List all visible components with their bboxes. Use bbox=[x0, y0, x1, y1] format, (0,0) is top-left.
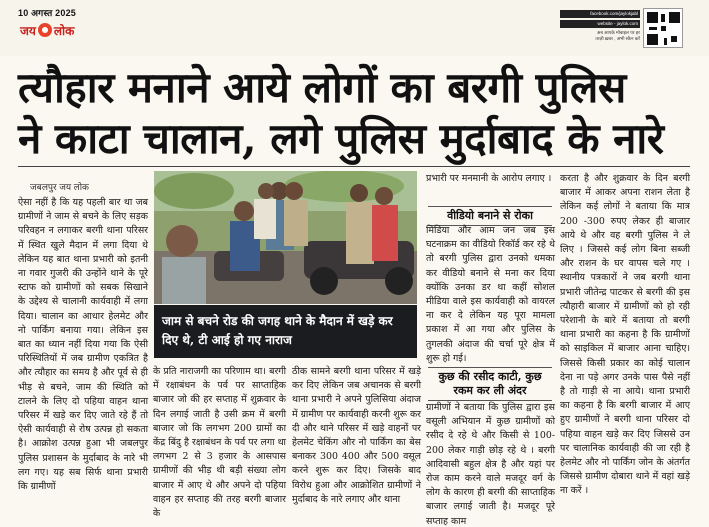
promo-website: website - jaylok.com bbox=[560, 20, 640, 28]
headline-line-1: त्यौहार मनाने आये लोगों का बरगी पुलिस bbox=[18, 63, 626, 112]
photo-illustration bbox=[154, 171, 417, 304]
article-column-4-top: प्रभारी पर मनमानी के आरोप लगाए । bbox=[426, 173, 552, 184]
article-column-4-bottom: ग्रामीणों ने बताया कि पुलिस द्वारा इस वसूली अभियान में कुछ ग्रामीणों को रसीद दे रहे थे और किसी से 100- 200 लेकर गाड़ी छोड़ रहे थे । बरगी आदिवासी बहुल क्षेत्र है और यहां पर रोज काम करने वाले मजदूर वर्ग के लोग के कारण ही बरगी की साप्ताहिक बाजार लगाई जाती है। मजदूर पूरे सप्ताह काम bbox=[426, 402, 555, 527]
qr-code-icon[interactable] bbox=[643, 8, 683, 48]
newspaper-logo[interactable] bbox=[20, 19, 74, 41]
subheading-video: वीडियो बनाने से रोका bbox=[428, 206, 552, 226]
logo-text-jay: जय bbox=[20, 23, 36, 38]
article-column-2: के प्रति नाराजगी का परिणाम था। बरगी में रक्षाबंधन के पर्व पर साप्ताहिक बाजार जो की हर सप्ताह में शुक्रवार के दिन लगाई जाती है उसी क्रम में बरगी बाजार जो कि लगभग 200 ग्रामों का केंद्र बिंदु है रक्षाबंधन के पर्व पर लगा था लगभग 2 से 3 हजार के आसपास ग्रामीणों की भीड़ थी बड़ी संख्या लोग बाजार में आए थे और अपने दो पहिया वाहन हर सप्ताह की तरह बरगी बाजार के bbox=[153, 366, 286, 520]
promo-text-1: अब आपके मोबाइल पर हर bbox=[596, 30, 640, 35]
subheading-receipt: कुछ की रसीद काटी, कुछ रकम कर ली अंदर bbox=[428, 367, 552, 401]
logo-text-lok: लोक bbox=[53, 23, 75, 38]
byline: जबलपुर जय लोक bbox=[30, 182, 89, 192]
logo-bullet-icon bbox=[38, 23, 52, 37]
article-column-5: करता है और शुक्रवार के दिन बरगी बाजार में आकर अपना राशन लेता है लेकिन कई लोगों ने बताया कि मात्र 200 -300 रुपए लेकर ही बाजार आये थे और वह बरगी पुलिस ने ले लिए । जिससे कई लोग बिना सब्जी और राशन के घर वापस चले गए । स्थानीय पत्रकारों ने जब बरगी थाना प्रभारी जीतेन्द्र पाटकर से बरगी की इस त्यौहारी बाजार में ग्रामीणों को हो रही परेशानी के बारे में बताया तो बरगी थाना प्रभारी का कहना है कि ग्रामीणों को साइकिल में बाजार आना चाहिए। जिससे किसी प्रकार का कोई चालान देना ना पड़े अगर उनके पास पैसे नहीं है तो गाड़ी से ना आये। थाना प्रभारी का कहना है कि बरगी बाजार में आए हुए ग्रामीणों ने बरगी थाना परिसर दो पहिया वाहन खड़े कर दिए जिससे उन पर चालानिक कार्यवाही की जा रही है हेलमेट और नो पार्किंग जोन के अंतर्गत जिससे ग्रामीण दोबारा थाने में वहां खड़े ना करें । bbox=[560, 173, 690, 497]
news-photo bbox=[154, 171, 417, 304]
byline-wrap bbox=[18, 168, 148, 194]
promo-text-2: ताज़ी ख़बर , अभी स्कैन करें bbox=[595, 36, 640, 41]
photo-caption: जाम से बचने रोड की जगह थाने के मैदान में खड़े कर दिए थे, टी आई हो गए नाराज bbox=[154, 305, 417, 358]
article-column-4-mid: मिडिया और आम जन जब इस घटनाक्रम का वीडियो रिकॉर्ड कर रहे थे तो बरगी पुलिस द्वारा उनको धमका कर वीडियो बनाने से मना कर दिया क्योंकि उनका डर था कहीं सोशल मीडिया वाले इस कार्यवाही को वायरल ना कर दे लेकिन यह पूरा मामला प्रकाश में आ गया और पुलिस के तुगलकी अंदाज की चर्चा पूरे क्षेत्र में शुरू हो गई। bbox=[426, 225, 555, 364]
promo-box bbox=[560, 10, 640, 42]
promo-facebook: facebook.com/jaylokjabl bbox=[560, 10, 640, 18]
masthead-strip bbox=[0, 0, 709, 56]
issue-date: 10 अगस्त 2025 bbox=[18, 8, 77, 18]
headline-line-2: ने काटा चालान, लगे पुलिस मुर्दाबाद के नारे bbox=[18, 114, 664, 163]
article-column-3: ठीक सामने बरगी थाना परिसर में खड़े कर दिए लेकिन जब अचानक से बरगी थाना प्रभारी ने अपने पुलिसिया अंदाज में ग्रामीण पर कार्यवाही करनी शुरू कर दी और थाने परिसर में खड़े वाहनों पर हेलमेट चेकिंग और नो पार्किंग का बेस बनाकर 300 400 और 500 वसूल करने शुरू कर दिए। जिसके बाद विरोध हुआ और आक्रोशित ग्रामीणों ने मुर्दाबाद के नारे लगाए और थाना bbox=[292, 366, 421, 505]
headline-divider bbox=[18, 166, 690, 167]
article-column-1: ऐसा नहीं है कि यह पहली बार था जब ग्रामीणों ने जाम से बचने के लिए सड़क परिवहन न लगाकर बरगी थाना परिसर में स्थित खुले मैदान में लगा दिया थे लेकिन यह बात थाना प्रभारी को इतनी ना गवार गुजरी की उन्होंने थाने के पूरे स्टाफ को ग्रामीणों को सबक सिखाने के उद्देश्य से चालानी कार्यवाही में लगा दिया। चालान का आधार हेलमेट और नो पार्किंग बनाया गया। लेकिन इस बात का ध्यान नहीं दिया गया कि ऐसी परिस्थितियों में जब ग्रामीण एकत्रित है और त्यौहार का समय है और पूर्व से ही भीड़ से बचने, जाम की स्थिति को टालने के लिए दो पहिया वाहन थाना परिसर में खड़े कर दिए जाते रहे हैं तो ऐसी कार्यवाही से रोष उत्पन्न हो सकता है। आक्रोश उत्पन्न हुआ भी जबलपुर पुलिस प्रशासन के मुर्दाबाद के नारे भी लग गए। यह सब सिर्फ थाना प्रभारी कि ग्रामीणों bbox=[18, 197, 148, 493]
